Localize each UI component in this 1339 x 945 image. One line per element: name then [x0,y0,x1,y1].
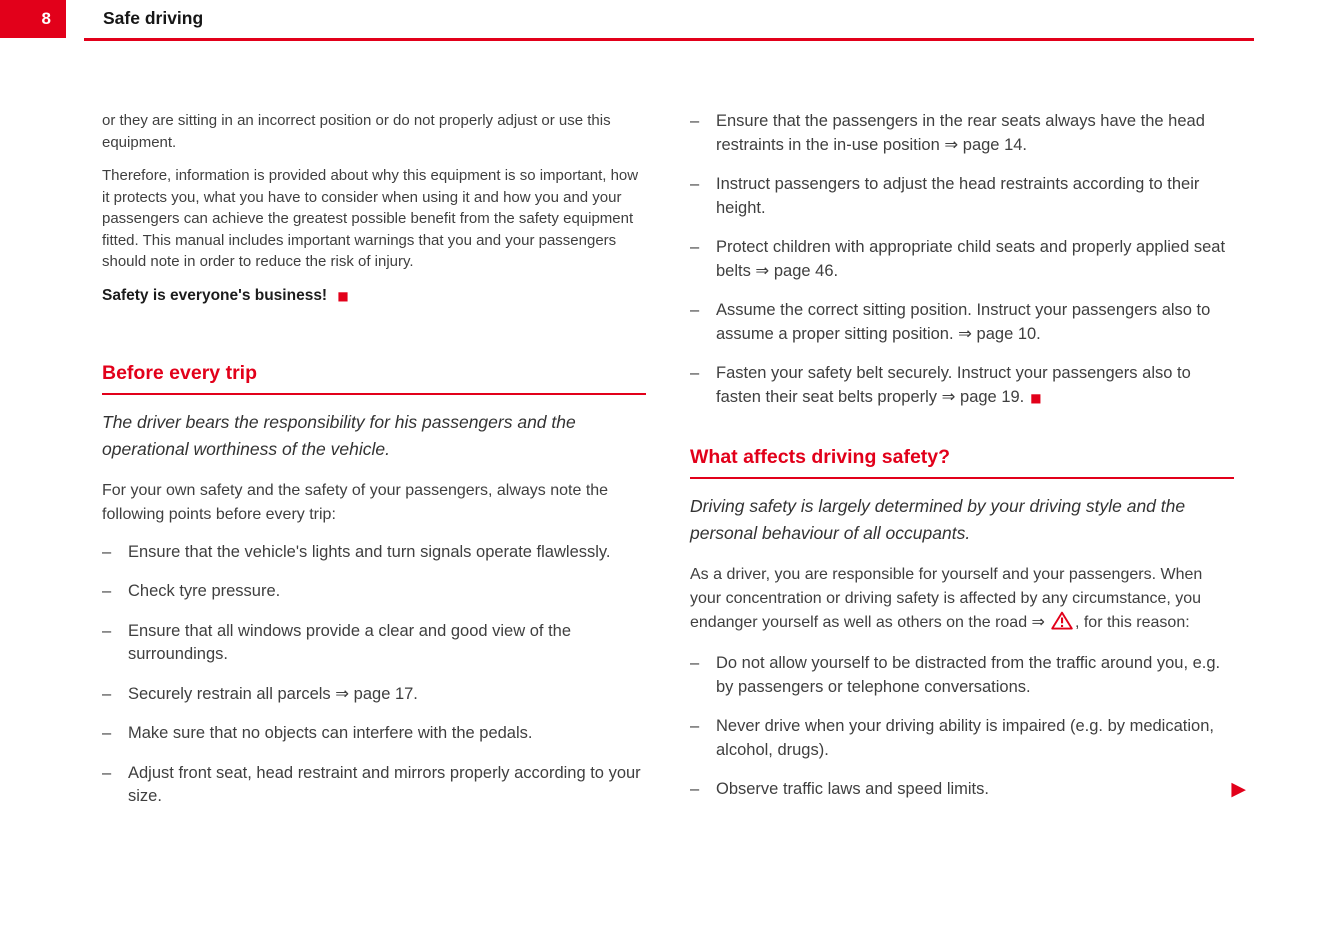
dash-marker: – [102,582,112,600]
emphasis-note-text: Safety is everyone's business! [102,286,328,304]
list-item-text: Assume the correct sitting position. Instruct your passengers also to assume a proper sitting position. ⇒ page 10. [716,301,1211,343]
dash-marker: – [690,364,700,382]
dash-marker: – [690,780,700,798]
lead-paragraph: The driver bears the responsibility for his passengers and the operational worthiness of the vehicle. [102,411,576,459]
list-item [690,173,1234,220]
dash-marker: – [690,717,700,735]
dash-marker: – [102,684,112,703]
driving-safety-list [690,652,1246,802]
list-item-text: Do not allow yourself to be distracted from the traffic around you, e.g. by passengers or telephone conversations. [716,654,1221,696]
dash-marker: – [690,654,700,672]
list-item [690,299,1234,346]
list-item [690,236,1234,283]
list-item [102,541,646,565]
paragraph: or they are sitting in an incorrect position or do not properly adjust or use this equipment. [102,112,611,151]
list-item [690,362,1234,410]
list-item-text: Protect children with appropriate child seats and properly applied seat belts ⇒ page 46. [716,238,1226,280]
dash-marker: – [690,112,700,130]
list-item-text-inner: Fasten your safety belt securely. Instruct your passengers also to fasten their seat belts properly ⇒ page 19. [716,364,1191,406]
heading-what-affects-driving-safety: What affects driving safety? [690,446,1234,479]
list-item-text: Make sure that no objects can interfere with the pedals. [128,724,533,742]
warning-triangle-icon [1051,611,1073,638]
list-item-text: Ensure that the vehicle's lights and turn signals operate flawlessly. [128,542,611,561]
paragraph: Therefore, information is provided about why this equipment is so important, how it protects you, what you have to consider when using it and how you and your passengers can achieve the greatest possible benefit from the safety equipment fitted. This manual includes important warnings that you and your passengers should note in order to reduce the risk of injury. [102,167,639,270]
header-rule [84,38,1254,41]
list-item [690,110,1234,157]
section-end-icon: ■ [1030,390,1042,405]
list-item-text: Check tyre pressure. [128,582,281,600]
list-item [102,762,646,809]
dash-marker: – [102,621,112,640]
section-title: Safe driving [103,8,204,28]
list-item-text: Never drive when your driving ability is impaired (e.g. by medication, alcohol, drugs). [716,717,1214,759]
page-continuation-arrow-icon: ▶ [1231,778,1246,800]
paragraph-text-after: , for this reason: [1074,614,1190,631]
dash-marker: – [102,724,112,742]
section-end-icon: ■ [337,288,349,303]
lead-paragraph: Driving safety is largely determined by your driving style and the personal behaviour of all occupants. [690,496,1186,543]
list-item-text: Securely restrain all parcels ⇒ page 17. [128,684,418,703]
right-column [690,110,1246,818]
dash-marker: – [690,238,700,256]
dash-marker: – [102,542,112,561]
list-item-text: Instruct passengers to adjust the head restraints according to their height. [716,175,1200,217]
list-item [102,580,646,604]
list-item [102,722,646,746]
list-item [690,778,1246,802]
dash-marker: – [690,175,700,193]
dash-marker: – [690,301,700,319]
dash-marker: – [102,763,112,782]
list-item [690,652,1234,699]
left-column [102,110,646,825]
heading-before-every-trip: Before every trip [102,362,646,395]
page-content [102,110,1246,825]
list-item-text [716,362,1234,410]
list-item [102,683,646,707]
checklist-before-trip [102,541,646,809]
list-item-text: Ensure that all windows provide a clear and good view of the surroundings. [128,621,572,663]
list-item-text: Adjust front seat, head restraint and mirrors properly according to your size. [128,763,641,805]
emphasis-note [102,285,646,307]
paragraph: For your own safety and the safety of your passengers, always note the following points before every trip: [102,481,609,523]
page-number: 8 [41,9,51,28]
page-number-tab [0,0,66,38]
list-item-text: Observe traffic laws and speed limits. [716,780,989,798]
list-item-text: Ensure that the passengers in the rear seats always have the head restraints in the in-use position ⇒ page 14. [716,112,1205,154]
paragraph-with-warning [690,563,1234,638]
list-item [102,620,646,667]
paragraph-text-before: As a driver, you are responsible for yourself and your passengers. When your concentration or driving safety is affected by any circumstance, you endanger yourself as well as others on the road ⇒ [690,566,1203,631]
list-item [690,715,1234,762]
checklist-before-trip-continued [690,110,1234,410]
